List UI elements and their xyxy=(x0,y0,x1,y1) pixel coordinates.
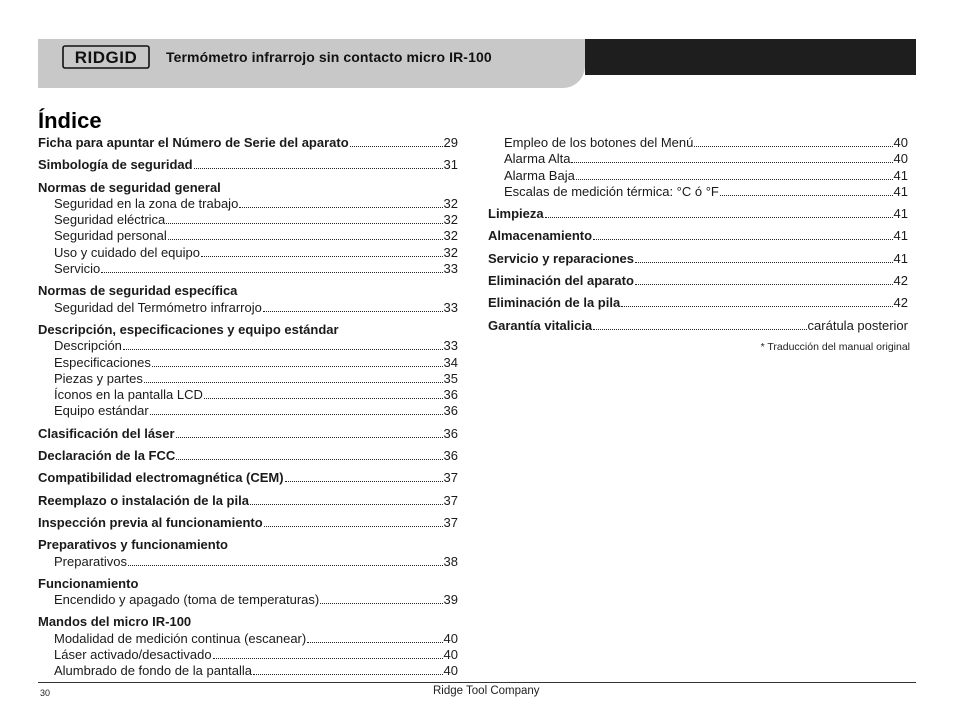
toc-dot-leader xyxy=(720,185,893,196)
toc-entry[interactable] xyxy=(488,135,908,151)
toc-dot-leader xyxy=(593,229,892,240)
toc-entry-page: 36 xyxy=(443,403,458,419)
toc-dot-leader xyxy=(128,555,443,566)
toc-entry[interactable] xyxy=(488,273,908,289)
toc-entry[interactable] xyxy=(38,426,458,442)
toc-entry-label: Servicio y reparaciones xyxy=(488,250,634,266)
toc-entry[interactable] xyxy=(488,295,908,311)
toc-entry-page: 40 xyxy=(443,663,458,679)
toc-entry-page: 36 xyxy=(443,387,458,403)
toc-dot-leader xyxy=(285,471,443,482)
toc-entry[interactable] xyxy=(38,592,458,608)
toc-entry-page: 36 xyxy=(443,448,458,464)
toc-entry-label: Ficha para apuntar el Número de Serie del aparato xyxy=(38,135,349,150)
toc-entry-page: 32 xyxy=(443,228,458,244)
toc-entry-label: Láser activado/desactivado xyxy=(54,647,212,663)
toc-dot-leader xyxy=(123,339,443,350)
toc-entry-label: Garantía vitalicia xyxy=(488,317,593,333)
toc-entry-page: 41 xyxy=(893,250,908,266)
toc-dot-leader xyxy=(204,388,443,399)
toc-dot-leader xyxy=(576,169,893,180)
toc-entry[interactable] xyxy=(38,261,458,277)
toc-entry-label: Seguridad personal xyxy=(54,228,167,244)
toc-entry[interactable] xyxy=(488,151,908,167)
translation-note: * Traducción del manual original xyxy=(760,341,910,353)
footer-page-number: 30 xyxy=(40,688,51,698)
footer-divider xyxy=(38,682,916,683)
toc-entry-page: 36 xyxy=(443,425,458,441)
toc-entry-label: Funcionamiento xyxy=(38,575,139,591)
toc-entry-page: 35 xyxy=(443,370,458,386)
toc-entry-label: Declaración de la FCC xyxy=(38,448,176,464)
toc-dot-leader xyxy=(176,449,442,460)
toc-entry[interactable] xyxy=(38,157,458,173)
toc-section-heading xyxy=(38,614,458,630)
toc-entry-page: 41 xyxy=(893,167,908,183)
toc-dot-leader xyxy=(152,356,443,367)
toc-section-heading xyxy=(38,180,458,196)
toc-entry-label: Equipo estándar xyxy=(54,403,149,419)
toc-entry-label: Descripción xyxy=(54,338,122,354)
toc-entry-page: 32 xyxy=(443,212,458,228)
toc-entry[interactable] xyxy=(38,245,458,261)
toc-dot-leader xyxy=(307,632,442,643)
toc-entry-label: Mandos del micro IR-100 xyxy=(38,614,192,630)
toc-entry-label: Alarma Baja xyxy=(504,167,575,183)
toc-entry[interactable] xyxy=(38,338,458,354)
toc-entry[interactable] xyxy=(38,228,458,244)
toc-entry[interactable] xyxy=(488,318,908,334)
toc-dot-leader xyxy=(150,404,443,415)
toc-entry[interactable] xyxy=(38,212,458,228)
toc-dot-leader xyxy=(239,197,442,208)
toc-entry-label: Alarma Alta xyxy=(504,151,571,167)
toc-entry[interactable] xyxy=(38,387,458,403)
toc-entry-page: 40 xyxy=(443,630,458,646)
toc-entry-page: 40 xyxy=(443,647,458,663)
toc-entry-label: Seguridad en la zona de trabajo xyxy=(54,195,239,211)
toc-entry-label: Compatibilidad electromagnética (CEM) xyxy=(38,470,284,486)
toc-dot-leader xyxy=(168,229,443,240)
toc-entry-page: 41 xyxy=(893,228,908,244)
toc-entry-label: Clasificación del láser xyxy=(38,425,175,441)
toc-entry[interactable] xyxy=(488,168,908,184)
toc-entry-label: Normas de seguridad general xyxy=(38,179,221,195)
toc-entry-label: Seguridad eléctrica xyxy=(54,212,166,228)
toc-entry-label: Servicio xyxy=(54,261,101,277)
toc-entry-label: Almacenamiento xyxy=(488,228,593,244)
toc-entry-label: Eliminación del aparato xyxy=(488,273,634,289)
toc-entry-label: Escalas de medición térmica: °C ó °F xyxy=(504,183,719,199)
toc-entry-label: Modalidad de medición continua (escanear) xyxy=(54,630,307,646)
toc-entry-page: 39 xyxy=(443,592,458,608)
toc-entry-label: Eliminación de la pila xyxy=(488,295,621,311)
toc-dot-leader xyxy=(253,664,442,675)
toc-entry-label: Descripción, especificaciones y equipo estándar xyxy=(38,321,339,337)
toc-entry-page: 33 xyxy=(443,338,458,354)
toc-dot-leader xyxy=(176,427,443,438)
toc-entry[interactable] xyxy=(38,448,458,464)
toc-entry-page: 37 xyxy=(443,514,458,530)
toc-entry-page: 32 xyxy=(443,195,458,211)
toc-dot-leader xyxy=(201,246,443,257)
toc-entry-page: 42 xyxy=(893,295,908,311)
toc-entry-label: Simbología de seguridad xyxy=(38,157,193,173)
toc-dot-leader xyxy=(144,372,443,383)
toc-entry[interactable] xyxy=(488,206,908,222)
toc-dot-leader xyxy=(213,648,443,659)
toc-dot-leader xyxy=(264,516,443,527)
page-title: Índice xyxy=(38,108,102,133)
toc-section-heading xyxy=(38,283,458,299)
toc-entry-page: 40 xyxy=(893,135,908,150)
toc-entry-label: Seguridad del Termómetro infrarrojo xyxy=(54,299,262,315)
logo-text: RIDGID xyxy=(74,48,138,67)
toc-entry-label: Especificaciones xyxy=(54,354,151,370)
header-black-band xyxy=(585,39,916,75)
toc-left-column xyxy=(38,135,458,680)
toc-entry[interactable] xyxy=(38,470,458,486)
toc-entry-label: Íconos en la pantalla LCD xyxy=(54,387,203,403)
toc-entry-label: Inspección previa al funcionamiento xyxy=(38,514,263,530)
toc-entry-page: 40 xyxy=(893,151,908,167)
footer-company: Ridge Tool Company xyxy=(433,685,540,697)
toc-entry-page: 31 xyxy=(443,157,458,173)
toc-entry[interactable] xyxy=(38,135,458,151)
toc-dot-leader xyxy=(635,274,893,285)
toc-dot-leader xyxy=(320,593,442,604)
toc-entry-page: 37 xyxy=(443,492,458,508)
toc-section-heading xyxy=(38,537,458,553)
toc-entry[interactable] xyxy=(38,493,458,509)
toc-dot-leader xyxy=(250,494,443,505)
toc-entry-page: carátula posterior xyxy=(807,317,908,333)
toc-entry-label: Alumbrado de fondo de la pantalla xyxy=(54,663,253,679)
toc-entry[interactable] xyxy=(38,554,458,570)
toc-entry-page: 38 xyxy=(443,553,458,569)
toc-right-column xyxy=(488,135,908,334)
toc-section-heading xyxy=(38,576,458,592)
toc-dot-leader xyxy=(101,262,442,273)
toc-dot-leader xyxy=(263,301,443,312)
toc-section-heading xyxy=(38,322,458,338)
toc-entry-label: Piezas y partes xyxy=(54,370,143,386)
toc-entry[interactable] xyxy=(488,184,908,200)
toc-dot-leader xyxy=(694,136,892,147)
toc-entry-page: 37 xyxy=(443,470,458,486)
toc-entry[interactable] xyxy=(38,196,458,212)
ridgid-logo xyxy=(62,44,150,70)
toc-dot-leader xyxy=(593,319,806,330)
toc-entry-label: Encendido y apagado (toma de temperaturas) xyxy=(54,592,320,608)
toc-entry-page: 33 xyxy=(443,261,458,277)
toc-entry-page: 41 xyxy=(893,206,908,222)
toc-entry[interactable] xyxy=(38,300,458,316)
toc-entry-label: Normas de seguridad específica xyxy=(38,283,238,299)
toc-entry-label: Limpieza xyxy=(488,206,544,222)
toc-entry-page: 33 xyxy=(443,299,458,315)
toc-entry-page: 29 xyxy=(443,135,458,150)
toc-entry-page: 41 xyxy=(893,183,908,199)
toc-entry-label: Empleo de los botones del Menú xyxy=(504,135,694,150)
toc-entry[interactable] xyxy=(38,403,458,419)
toc-entry-page: 34 xyxy=(443,354,458,370)
toc-dot-leader xyxy=(545,207,893,218)
toc-entry-label: Reemplazo o instalación de la pila xyxy=(38,492,249,508)
toc-entry[interactable] xyxy=(488,251,908,267)
toc-dot-leader xyxy=(350,136,443,147)
toc-entry-page: 32 xyxy=(443,244,458,260)
toc-entry-page: 42 xyxy=(893,273,908,289)
toc-entry[interactable] xyxy=(488,228,908,244)
toc-entry[interactable] xyxy=(38,647,458,663)
toc-dot-leader xyxy=(635,252,893,263)
toc-entry[interactable] xyxy=(38,355,458,371)
toc-entry-label: Preparativos y funcionamiento xyxy=(38,537,228,553)
toc-entry[interactable] xyxy=(38,371,458,387)
toc-dot-leader xyxy=(166,213,442,224)
toc-dot-leader xyxy=(621,296,892,307)
header-title: Termómetro infrarrojo sin contacto micro IR-100 xyxy=(166,49,492,65)
toc-entry[interactable] xyxy=(38,663,458,679)
toc-entry-label: Preparativos xyxy=(54,553,127,569)
toc-dot-leader xyxy=(571,152,892,163)
toc-dot-leader xyxy=(194,158,443,169)
toc-entry-label: Uso y cuidado del equipo xyxy=(54,244,200,260)
toc-entry[interactable] xyxy=(38,631,458,647)
toc-entry[interactable] xyxy=(38,515,458,531)
